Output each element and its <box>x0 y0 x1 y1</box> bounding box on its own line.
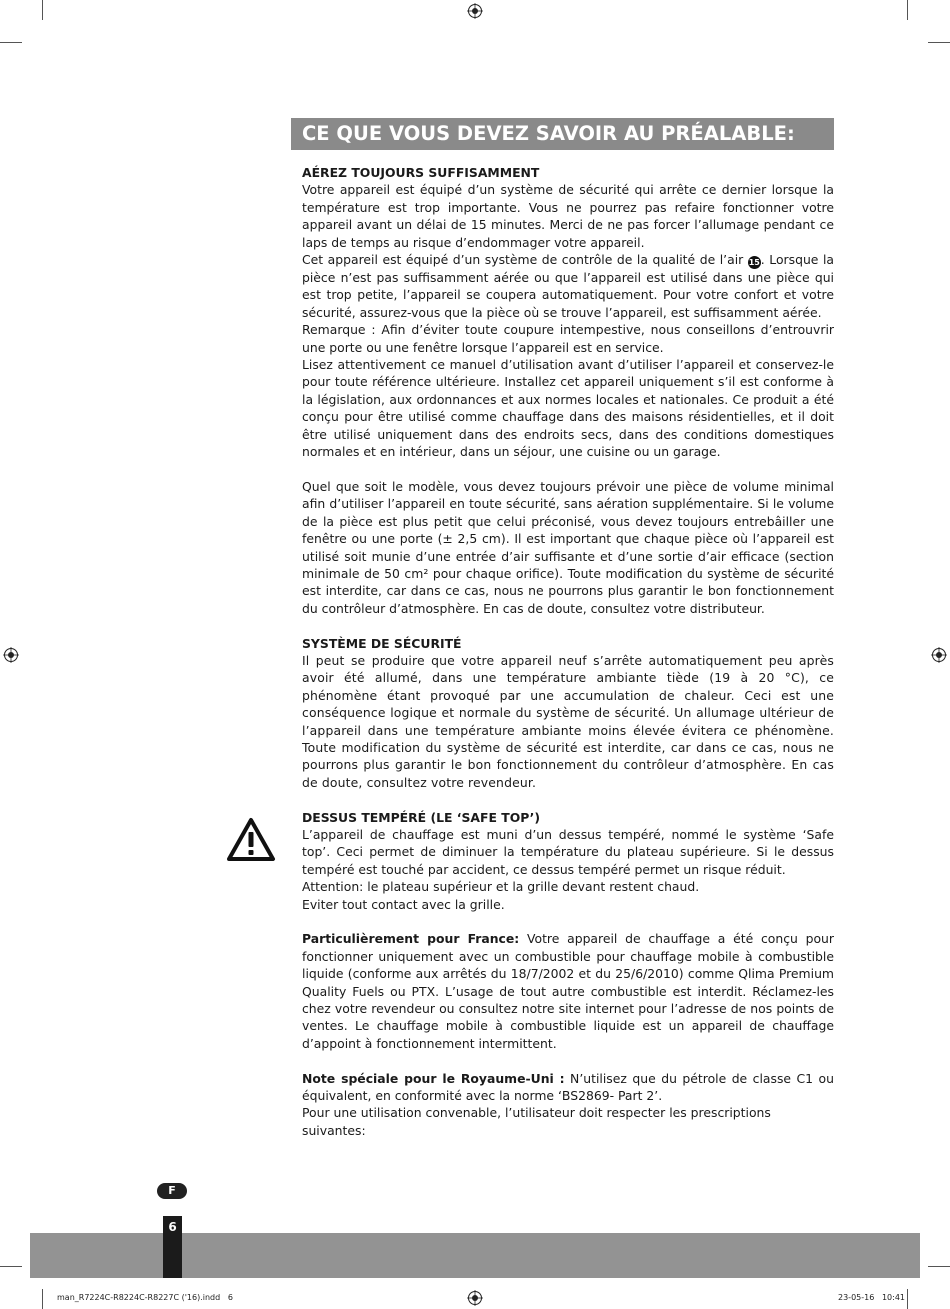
crop-mark <box>42 1289 43 1309</box>
paragraph: Votre appareil est équipé d’un système de sécurité qui arrête ce dernier lorsque la température est trop importante. Vous ne pourrez pas refaire fonctionner votre appareil avant un délai de 15 minutes. Merci de ne pas forcer l’allumage pendant ce laps de temps au risque d’endommager votre appareil. <box>302 182 834 250</box>
heading-aeration: AÉREZ TOUJOURS SUFFISAMMENT <box>302 165 540 180</box>
spacer <box>302 617 834 634</box>
paragraph: Quel que soit le modèle, vous devez toujours prévoir une pièce de volume minimal afin d’utiliser l’appareil en toute sécurité, sans aération supplémentaire. Si le volume de la pièce est plus petit que celui préconisé, vous devez toujours entrebâiller une fenêtre ou une porte (± 2,5 cm). Il est important que chaque pièce où l’appareil est utilisé soit munie d’une entrée d’air suffisante et d’une sortie d’air efficace (section minimale de 50 cm² pour chaque orifice). Toute modification du système de sécurité est interdite, car dans ce cas, nous ne pourrons plus garantir le bon fonctionnement du contrôleur d’atmosphère. En cas de doute, consultez votre distributeur. <box>302 478 834 616</box>
paragraph-text: Cet appareil est équipé d’un système de contrôle de la qualité de l’air <box>302 252 748 268</box>
spacer <box>302 461 834 478</box>
paragraph: Remarque : Afin d’éviter toute coupure intempestive, nous conseillons d’entrouvrir une porte ou une fenêtre lorsque l’appareil est en service. <box>302 322 834 355</box>
main-content <box>302 164 834 1139</box>
crop-mark <box>928 42 950 43</box>
warning-triangle-icon <box>226 817 276 863</box>
section-title-bar: CE QUE VOUS DEVEZ SAVOIR AU PRÉALABLE: <box>291 118 834 150</box>
paragraph: L’appareil de chauffage est muni d’un dessus tempéré, nommé le système ‘Safe top’. Ceci permet de diminuer la température du plateau supérieure. Si le dessus tempéré est touché par accident, ce dessus tempéré permet un risque réduit. <box>302 826 834 877</box>
crop-mark <box>42 0 43 20</box>
date-slug: 23-05-16 10:41 <box>838 1293 905 1302</box>
paragraph: Eviter tout contact avec la grille. <box>302 896 505 912</box>
paragraph: Lisez attentivement ce manuel d’utilisation avant d’utiliser l’appareil et conservez-le pour toute référence ultérieure. Installez cet appareil uniquement s’il est conforme à la législation, aux ordonnances et aux normes locales et nationales. Ce produit a été conçu pour être utilisé comme chauffage dans des maisons résidentielles, et il doit être utilisé uniquement dans des endroits secs, dans des conditions domestiques normales et en intérieur, dans un séjour, une cuisine ou un garage. <box>302 357 834 460</box>
paragraph: Il peut se produire que votre appareil neuf s’arrête automatiquement peu après avoir été allumé, dans une température ambiante tiède (19 à 20 °C), ce phénomène étant provoqué par une accumulation de chaleur. Ceci est une conséquence logique et normale du système de sécurité. Un allumage ultérieur de l’appareil dans une température ambiante moins élevée évitera ce phénomène. Toute modification du système de sécurité est interdite, car dans ce cas, nous ne pourrons plus garantir le bon fonctionnement du contrôleur d’atmosphère. En cas de doute, consultez votre revendeur. <box>302 652 834 790</box>
paragraph-text: . Lorsque la pièce n’est pas suffisamment aérée ou que l’appareil est utilisé dans une pièce qui est trop petite, l’appareil se coupera automatiquement. Pour votre confort et votre sécurité, assurez-vous que la pièce où se trouve l’appareil, est suffisamment aérée. <box>302 252 834 320</box>
spacer <box>302 791 834 808</box>
paragraph <box>302 251 834 321</box>
reference-number-badge: 15 <box>748 258 760 268</box>
paragraph <box>302 930 834 1052</box>
label-uk: Note spéciale pour le Royaume-Uni : <box>302 1070 565 1086</box>
crop-mark <box>907 0 908 20</box>
spacer <box>302 913 834 930</box>
crop-mark <box>0 42 22 43</box>
paragraph <box>302 1070 834 1105</box>
paragraph: Attention: le plateau supérieur et la grille devant restent chaud. <box>302 879 700 895</box>
label-france: Particulièrement pour France: <box>302 931 520 947</box>
paragraph-text: Votre appareil de chauffage a été conçu pour fonctionner uniquement avec un combustible pour chauffage mobile à combustible liquide (conforme aux arrêtés du 18/7/2002 et du 25/6/2010) comme Qlima Premium Quality Fuels ou PTX. L’usage de tout autre combustible est interdit. Réclamez-les chez votre revendeur ou consultez notre site internet pour l’adresse de nos points de ventes. Le chauffage mobile à combustible liquide est un appareil de chauffage d’appoint à fonctionnement intermittent. <box>302 931 834 1051</box>
language-badge: F <box>157 1183 187 1199</box>
registration-mark-icon <box>3 647 19 663</box>
file-slug: man_R7224C-R8224C-R8227C ('16).indd 6 <box>57 1293 233 1302</box>
crop-mark <box>907 1289 908 1309</box>
paragraph-text: N’utilisez que du pétrole de classe C1 ou équivalent, en conformité avec la norme ‘BS2869- Part 2’. <box>302 1070 834 1104</box>
heading-securite: SYSTÈME DE SÉCURITÉ <box>302 635 462 651</box>
registration-mark-icon <box>467 3 483 19</box>
crop-mark <box>928 1266 950 1267</box>
crop-mark <box>0 1266 22 1267</box>
registration-mark-icon <box>467 1290 483 1306</box>
paragraph: Pour une utilisation convenable, l’utilisateur doit respecter les prescriptions suivantes: <box>302 1105 771 1138</box>
spacer <box>302 1052 834 1069</box>
heading-safe-top: DESSUS TEMPÉRÉ (LE ‘SAFE TOP’) <box>302 809 541 825</box>
page-number: 6 <box>163 1216 182 1278</box>
registration-mark-icon <box>931 647 947 663</box>
